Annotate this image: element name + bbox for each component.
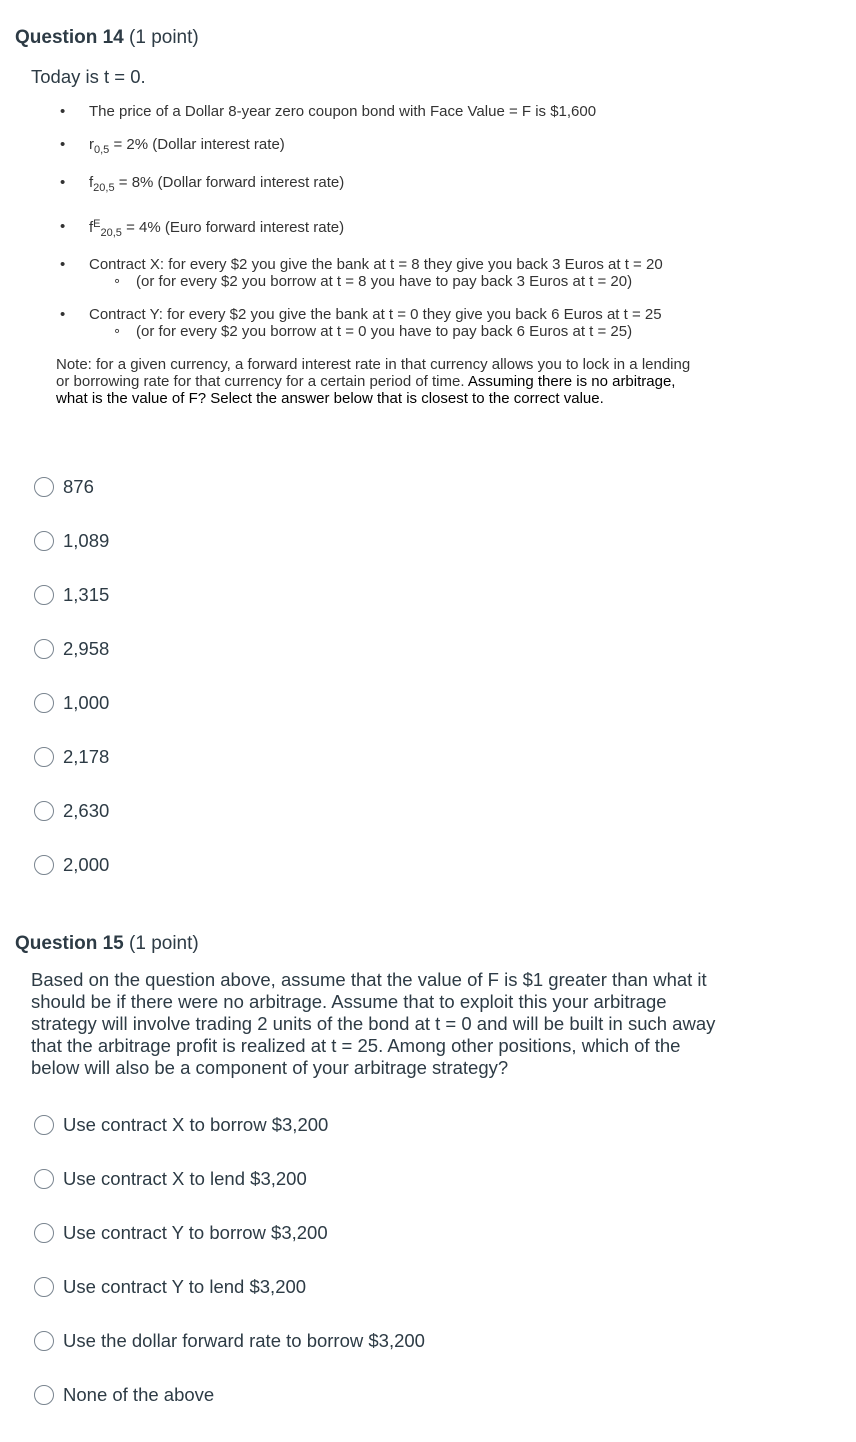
option-label: 2,630 [63, 800, 110, 821]
q15-option-3[interactable] [34, 1221, 328, 1245]
question-15-title: Question 15 [15, 933, 124, 954]
option-label: Use contract Y to borrow $3,200 [63, 1222, 328, 1243]
radio-button[interactable] [34, 531, 54, 551]
option-label: 1,315 [63, 584, 110, 605]
contract-x-text: Contract X: for every $2 you give the bank at t = 8 they give you back 3 Euros at t = 20 [89, 256, 663, 273]
q14-option-4[interactable] [34, 637, 109, 661]
radio-button[interactable] [34, 1385, 54, 1405]
option-label: Use contract X to lend $3,200 [63, 1168, 307, 1189]
radio-button[interactable] [34, 855, 54, 875]
q14-option-8[interactable] [34, 853, 109, 877]
option-label: None of the above [63, 1384, 215, 1405]
dollar-rate-text: $r_{0,5} = 2\%$ (Dollar interest rate) [89, 136, 285, 156]
q14-option-5[interactable] [34, 691, 109, 715]
q15-option-1[interactable] [34, 1113, 328, 1137]
option-label: Use contract Y to lend $3,200 [63, 1276, 307, 1297]
option-label: Use contract X to borrow $3,200 [63, 1114, 329, 1135]
radio-button[interactable] [34, 1223, 54, 1243]
option-label: 1,000 [63, 692, 110, 713]
question-14-points: (1 point) [129, 27, 199, 48]
radio-button[interactable] [34, 1331, 54, 1351]
q15-option-4[interactable] [34, 1275, 306, 1299]
option-label: 876 [63, 476, 94, 497]
radio-button[interactable] [34, 1277, 54, 1297]
radio-button[interactable] [34, 639, 54, 659]
option-label: Use the dollar forward rate to borrow $3,200 [63, 1330, 425, 1351]
option-label: 2,958 [63, 638, 110, 659]
q15-option-5[interactable] [34, 1329, 425, 1353]
option-label: 1,089 [63, 530, 110, 551]
radio-button[interactable] [34, 477, 54, 497]
radio-button[interactable] [34, 747, 54, 767]
q14-option-1[interactable] [34, 475, 94, 499]
q14-option-7[interactable] [34, 799, 109, 823]
radio-button[interactable] [34, 585, 54, 605]
q15-option-2[interactable] [34, 1167, 307, 1191]
contract-y-text: Contract Y: for every $2 you give the bank at t = 0 they give you back 6 Euros at t = 25 [89, 306, 662, 323]
radio-button[interactable] [34, 1115, 54, 1135]
dollar-forward-rate-text: $f_{20,5} = 8\%$ (Dollar forward interest rate) [89, 174, 345, 194]
question-14-note: Note: for a given currency, a forward interest rate in that currency allows you to lock in a lending or borrowing rate for that currency for a certain period of time. Assuming there is no arbitrage, what is the value of F? Select the answer below that is closest to the correct value. [56, 356, 691, 407]
radio-button[interactable] [34, 693, 54, 713]
q14-option-3[interactable] [34, 583, 109, 607]
question-14-intro: Today is t = 0. [31, 66, 146, 87]
q15-option-6[interactable] [34, 1383, 214, 1407]
q14-option-2[interactable] [34, 529, 109, 553]
radio-button[interactable] [34, 1169, 54, 1189]
option-label: 2,000 [63, 854, 110, 875]
question-15-text: Based on the question above, assume that the value of F is $1 greater than what it should be if there were no arbitrage. Assume that to exploit this your arbitrage strategy will involve trading 2 units of the bond at t = 0 and will be built in such away that the arbitrage profit is realized at t = 25. Among other positions, which of the below will also be a component of your arbitrage strategy? [31, 969, 716, 1078]
question-14-header [15, 27, 199, 49]
question-15-header [15, 933, 199, 955]
question-14-title: Question 14 [15, 27, 124, 48]
euro-forward-rate-text: $f^E_{20,5} = 4\%$ (Euro forward interest rate) [89, 218, 345, 239]
option-label: 2,178 [63, 746, 110, 767]
question-15-points: (1 point) [129, 933, 199, 954]
q14-option-6[interactable] [34, 745, 109, 769]
radio-button[interactable] [34, 801, 54, 821]
bond-price-text: The price of a Dollar 8-year zero coupon bond with Face Value = F is $1,600 [89, 103, 597, 120]
